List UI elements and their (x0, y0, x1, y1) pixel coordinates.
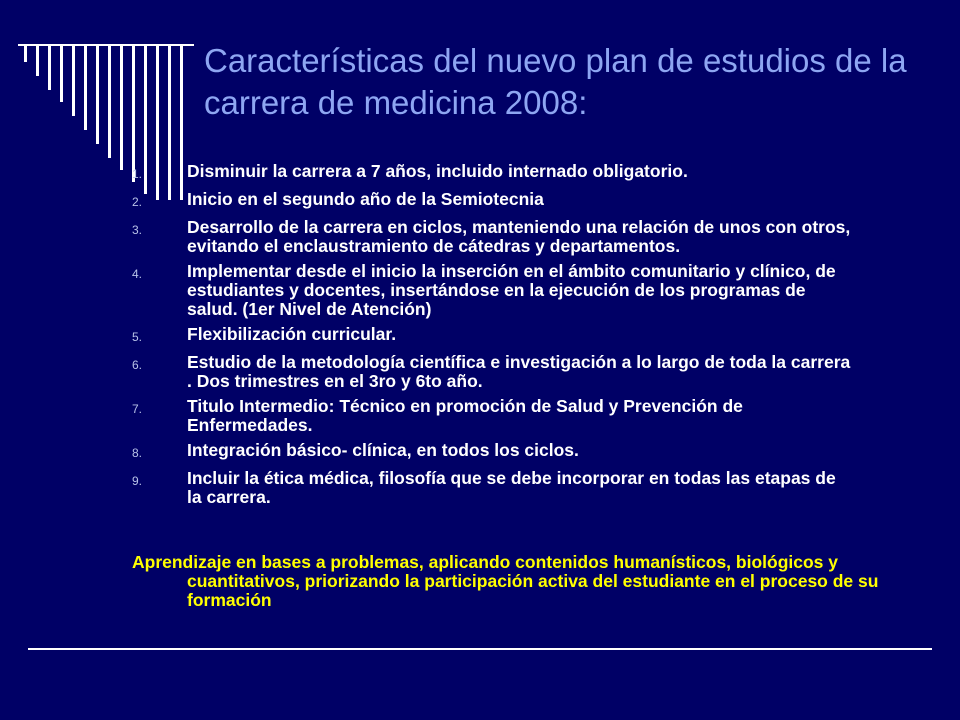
list-item (132, 218, 852, 256)
stripe-bar (96, 46, 99, 144)
item-number: 6. (132, 358, 143, 372)
list-item (132, 190, 852, 212)
item-number: 7. (132, 402, 143, 416)
item-text: Implementar desde el inicio la inserción en el ámbito comunitario y clínico, de estudiantes y docentes, insertándose en la ejecución de los programas de salud. (1er Nivel de Atención) (187, 261, 836, 319)
list-item (132, 262, 852, 319)
item-number: 9. (132, 474, 143, 488)
stripe-horizontal-bar (18, 44, 194, 46)
highlight-paragraph: Aprendizaje en bases a problemas, aplicando contenidos humanísticos, biológicos y cuantitativos, priorizando la participación activa del estudiante en el proceso de su formación (132, 552, 879, 610)
item-text: Disminuir la carrera a 7 años, incluido internado obligatorio. (187, 161, 688, 181)
item-text: Inicio en el segundo año de la Semiotecnia (187, 189, 544, 209)
list-item (132, 397, 852, 435)
stripe-bar (108, 46, 111, 158)
stripe-bar (36, 46, 39, 76)
slide-title: Características del nuevo plan de estudios de la carrera de medicina 2008: (204, 42, 907, 121)
item-text: Titulo Intermedio: Técnico en promoción de Salud y Prevención de Enfermedades. (187, 396, 743, 435)
item-text: Integración básico- clínica, en todos los ciclos. (187, 440, 579, 460)
stripe-bar (72, 46, 75, 116)
item-number: 1. (132, 167, 143, 181)
list-item (132, 353, 852, 391)
item-text: Flexibilización curricular. (187, 324, 397, 344)
plan-items-list (132, 162, 852, 513)
item-number: 2. (132, 195, 143, 209)
item-text: Desarrollo de la carrera en ciclos, manteniendo una relación de unos con otros, evitando el enclaustramiento de cátedras y departamentos. (187, 217, 851, 256)
list-item (132, 162, 852, 184)
item-number: 8. (132, 446, 143, 460)
stripe-bar (120, 46, 123, 170)
item-number: 4. (132, 267, 143, 281)
stripe-bar (84, 46, 87, 130)
item-text: Estudio de la metodología científica e investigación a lo largo de toda la carrera . Dos trimestres en el 3ro y 6to año. (187, 352, 851, 391)
list-item (132, 469, 852, 507)
bottom-divider (28, 648, 932, 650)
stripe-bar (60, 46, 63, 102)
item-text: Incluir la ética médica, filosofía que se debe incorporar en todas las etapas de la carrera. (187, 468, 836, 507)
stripe-bar (48, 46, 51, 90)
item-number: 5. (132, 330, 143, 344)
item-number: 3. (132, 223, 143, 237)
list-item (132, 441, 852, 463)
stripe-bar (24, 46, 27, 62)
list-item (132, 325, 852, 347)
